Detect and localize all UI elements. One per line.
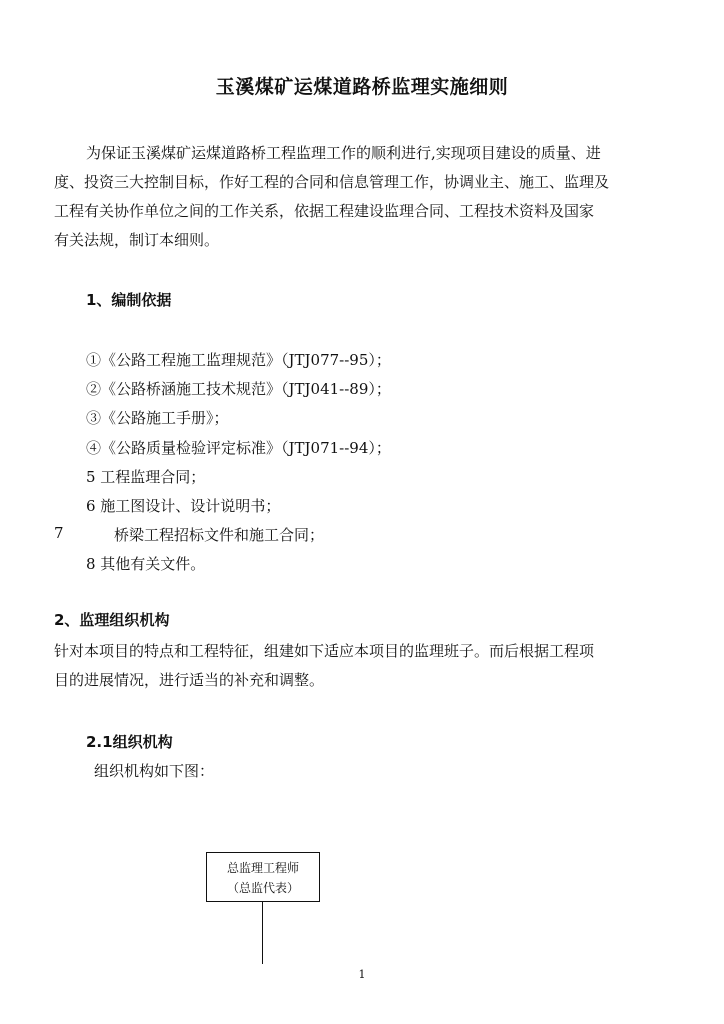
intro-line: 有关法规，制订本细则。 (54, 231, 220, 249)
list-item: ①《公路工程施工监理规范》（JTJ077--95）； (86, 351, 391, 369)
page-title: 玉溪煤矿运煤道路桥监理实施细则 (215, 76, 509, 98)
org-chart-box (206, 852, 320, 902)
intro-line: 度、投资三大控制目标，作好工程的合同和信息管理工作，协调业主、施工、监理及 (54, 173, 610, 191)
subsection-heading: 2.1组织机构 (86, 733, 173, 751)
org-box-subtitle: （总监代表） (226, 881, 299, 895)
org-chart-connector (262, 902, 263, 964)
list-item: 6 施工图设计、设计说明书； (86, 497, 281, 515)
subsection-text: 组织机构如下图： (94, 762, 215, 780)
section2-line: 目的进展情况，进行适当的补充和调整。 (54, 671, 325, 689)
section2-line: 针对本项目的特点和工程特征，组建如下适应本项目的监理班子。而后根据工程项 (54, 642, 595, 660)
list-item: ③《公路施工手册》； (86, 409, 229, 427)
list-item: 8 其他有关文件。 (86, 555, 206, 573)
list-item: 5 工程监理合同； (86, 468, 206, 486)
list-item: ②《公路桥涵施工技术规范》（JTJ041--89）； (86, 380, 391, 398)
org-box-title: 总监理工程师 (226, 861, 299, 875)
intro-line: 工程有关协作单位之间的工作关系，依据工程建设监理合同、工程技术资料及国家 (54, 202, 595, 220)
intro-line: 为保证玉溪煤矿运煤道路桥工程监理工作的顺利进行,实现项目建设的质量、进 (86, 144, 601, 162)
section1-heading: 1、编制依据 (86, 291, 172, 309)
list-item: ④《公路质量检验评定标准》（JTJ071--94）； (86, 439, 391, 457)
page-number: 1 (358, 968, 366, 981)
section2-heading: 2、监理组织机构 (54, 611, 170, 629)
list-item-number: 7 (54, 524, 64, 542)
list-item: 桥梁工程招标文件和施工合同； (114, 526, 325, 544)
